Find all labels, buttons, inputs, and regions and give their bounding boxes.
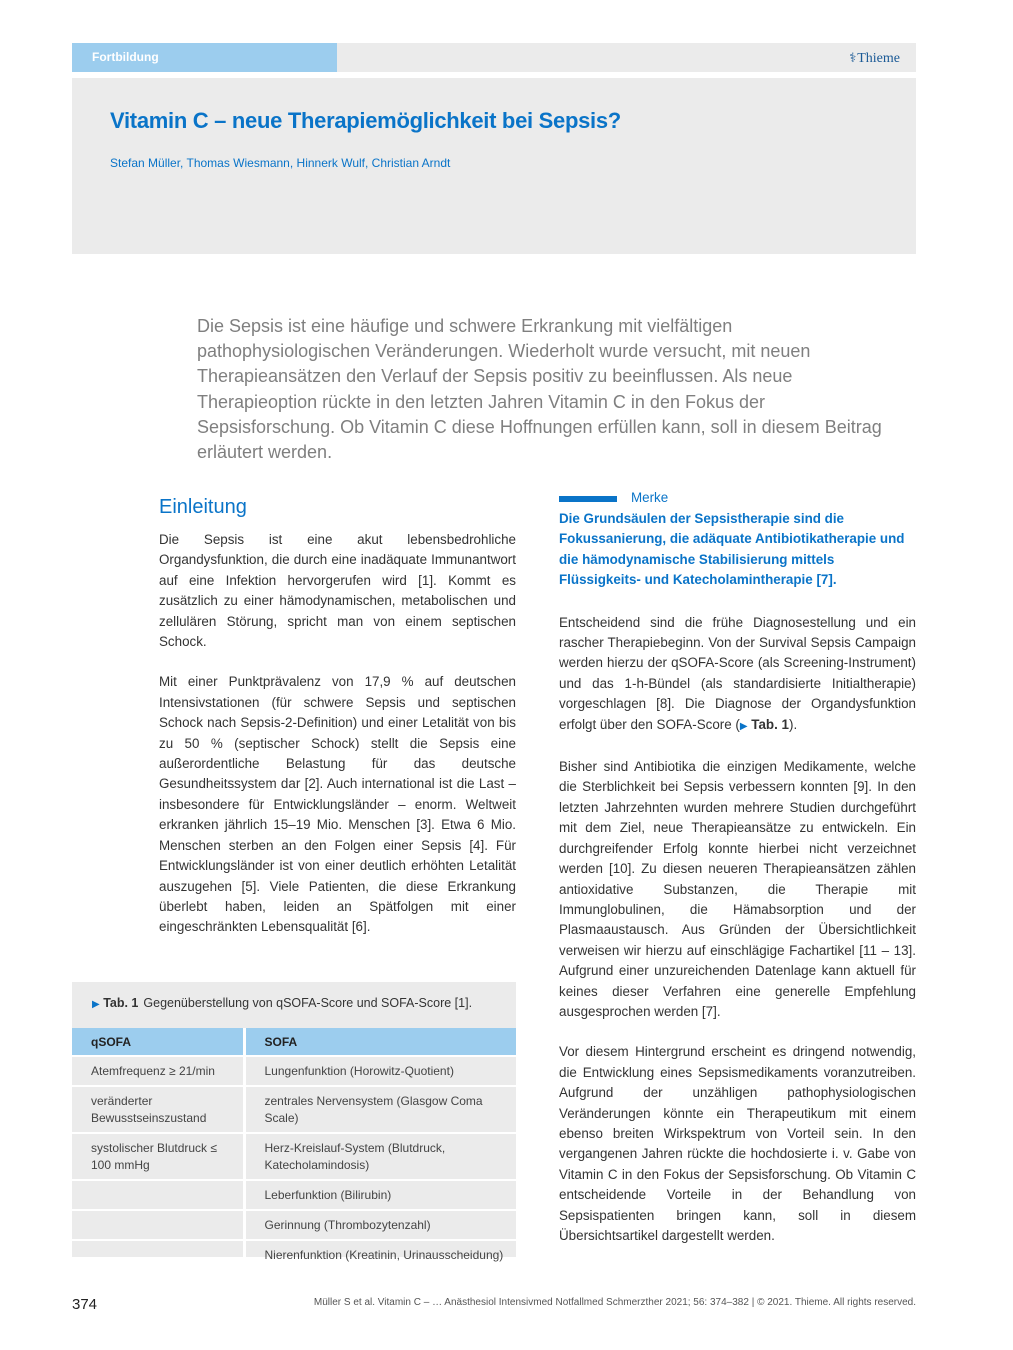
table-row	[72, 1210, 516, 1240]
table-header-cell: qSOFA	[72, 1028, 244, 1056]
body-paragraph: Mit einer Punktprävalenz von 17,9 % auf deutschen Intensivstationen (für schwere Sepsis und septischen Schock nach Sepsis-2-Definition) und einer Letalität von bis zu 50 % (septischer Schock) stellt die Sepsis eine außerordentliche Belastung für das deutsche Gesundheitssystem dar [2]. Auch international ist die Last – insbesondere für Entwicklungsländer – enorm. Weltweit erkranken jährlich 15–19 Mio. Menschen [3]. Etwa 6 Mio. Menschen sterben an den Folgen einer Sepsis [4]. Für Entwicklungsländer ist von einer deutlich erhöhten Letalität auszugehen [5]. Viele Patienten, die diese Erkrankung überlebt haben, leiden an Spätfolgen mit einer eingeschränkten Lebensqualität [6].	[159, 674, 516, 935]
table-cell: Lungenfunktion (Horowitz-Quotient)	[244, 1056, 516, 1086]
left-column	[159, 494, 516, 938]
merke-label: Merke	[631, 490, 669, 505]
merke-box-header	[559, 489, 916, 509]
table-cell: zentrales Nervensystem (Glasgow Coma Scale)	[244, 1086, 516, 1133]
section-heading-einleitung: Einleitung	[159, 496, 247, 518]
table-row	[72, 1056, 516, 1086]
comparison-table	[72, 1028, 516, 1269]
body-paragraph: Die Sepsis ist eine akut lebensbedrohliche Organdysfunktion, die durch eine inadäquate Immunantwort auf eine Infektion hervorgerufen wird [1]. Kommt es zusätzlich zu einer hämodynamischen, metabolischen und zellulären Störung, spricht man von einem septischen Schock.	[159, 532, 516, 650]
article-title: Vitamin C – neue Therapiemöglichkeit bei Sepsis?	[110, 108, 621, 133]
body-paragraph: Vor diesem Hintergrund erscheint es dringend notwendig, die Entwicklung eines Sepsismedikaments voranzutreiben. Aufgrund der unzähligen pathophysiologischen Veränderungen könnte ein Therapeutikum mit einem ebenso breiten Wirkspektrum von Vorteil sein. In den vergangenen Jahren rückte die hochdosierte i. v. Gabe von Vitamin C in den Fokus der Sepsisforschung. Ob Vitamin C entscheidende Vorteile in der Behandlung von Sepsispatienten bringen kann, soll in diesem Übersichtsartikel dargestellt werden.	[559, 1044, 916, 1243]
table-cell: Leberfunktion (Bilirubin)	[244, 1180, 516, 1210]
table-arrow-icon: ▶	[92, 999, 100, 1010]
publisher-logo	[849, 50, 900, 67]
table-label: Tab. 1	[103, 996, 139, 1010]
thieme-logo-icon: ⚕	[849, 50, 857, 65]
table-cell: Gerinnung (Thrombozytenzahl)	[244, 1210, 516, 1240]
table-box	[72, 982, 516, 1262]
merke-rule	[559, 496, 617, 502]
body-paragraph	[559, 613, 916, 737]
publisher-name: Thieme	[857, 51, 900, 66]
table-cell	[72, 1240, 244, 1269]
right-column	[559, 489, 916, 1246]
title-block	[72, 78, 916, 254]
table-cell: Herz-Kreislauf-System (Blutdruck, Katecholamindosis)	[244, 1133, 516, 1180]
section-tab	[72, 43, 337, 72]
table-cell: Atemfrequenz ≥ 21/min	[72, 1056, 244, 1086]
table-reference-link[interactable]: Tab. 1	[751, 716, 789, 732]
body-text-segment: ).	[789, 716, 798, 732]
table-caption	[92, 996, 472, 1010]
table-row	[72, 1240, 516, 1269]
table-cell: veränderter Bewusstseinszustand	[72, 1086, 244, 1133]
article-authors: Stefan Müller, Thomas Wiesmann, Hinnerk Wulf, Christian Arndt	[110, 156, 451, 170]
table-cell: Nierenfunktion (Kreatinin, Urinausscheidung)	[244, 1240, 516, 1269]
table-header-row	[72, 1028, 516, 1056]
article-abstract: Die Sepsis ist eine häufige und schwere Erkrankung mit vielfältigen pathophysiologischen Veränderungen. Wiederholt wurde versucht, mit neuen Therapieansätzen den Verlauf der Sepsis positiv zu beeinflussen. Als neue Therapieoption rückte in den letzten Jahren Vitamin C in den Fokus der Sepsisforschung. Ob Vitamin C diese Hoffnungen erfüllen kann, soll in diesem Beitrag erläutert werden.	[197, 316, 882, 463]
table-row	[72, 1133, 516, 1180]
section-label: Fortbildung	[92, 50, 159, 64]
table-cell: systolischer Blutdruck ≤ 100 mmHg	[72, 1133, 244, 1180]
table-caption-text: Gegenüberstellung von qSOFA-Score und SOFA-Score [1].	[143, 996, 473, 1010]
table-cell	[72, 1210, 244, 1240]
reference-arrow-icon: ▶	[739, 720, 748, 732]
body-paragraph: Bisher sind Antibiotika die einzigen Medikamente, welche die Sterblichkeit bei Sepsis verbessern konnten [9]. In den letzten Jahrzehnten wurden mehrere Studien durchgeführt mit dem Ziel, neue Therapieansätze zu entwickeln. Ein durchgreifender Erfolg konnte hierbei nicht verzeichnet werden [10]. Zu diesen neueren Therapieansätzen zählen antioxidative Substanzen, die Therapie mit Immunglobulinen, die Hämabsorption und der Plasmaaustausch. Aus Gründen der Übersichtlichkeit verweisen wir hierzu auf einschlägige Fachartikel [11 – 13]. Aufgrund einer unzureichenden Datenlage kann aktuell für keines dieser Verfahren eine generelle Empfehlung ausgesprochen werden [7].	[559, 759, 916, 1019]
table-header-cell: SOFA	[244, 1028, 516, 1056]
table-row	[72, 1180, 516, 1210]
footer-citation: Müller S et al. Vitamin C – … Anästhesiol Intensivmed Notfallmed Schmerzther 2021; 56: 374–382 | © 2021. Thieme. All rights reserved.	[313, 1297, 916, 1308]
table-row	[72, 1086, 516, 1133]
journal-header-bar	[72, 43, 916, 72]
table-cell	[72, 1180, 244, 1210]
body-text-segment: Entscheidend sind die frühe Diagnosestellung und ein rascher Therapiebeginn. Von der Survival Sepsis Campaign werden hierzu der qSOFA-Score (als Screening-Instrument) und das 1-h-Bündel (als standardisierte Initialtherapie) vorgeschlagen [8]. Die Diagnose der Organdysfunktion erfolgt über den SOFA-Score (	[559, 614, 916, 732]
page-number: 374	[72, 1296, 98, 1313]
merke-text: Die Grundsäulen der Sepsistherapie sind die Fokussanierung, die adäquate Antibiotikatherapie und die hämodynamische Stabilisierung mittels Flüssigkeits- und Katecholamintherapie [7].	[559, 511, 905, 588]
